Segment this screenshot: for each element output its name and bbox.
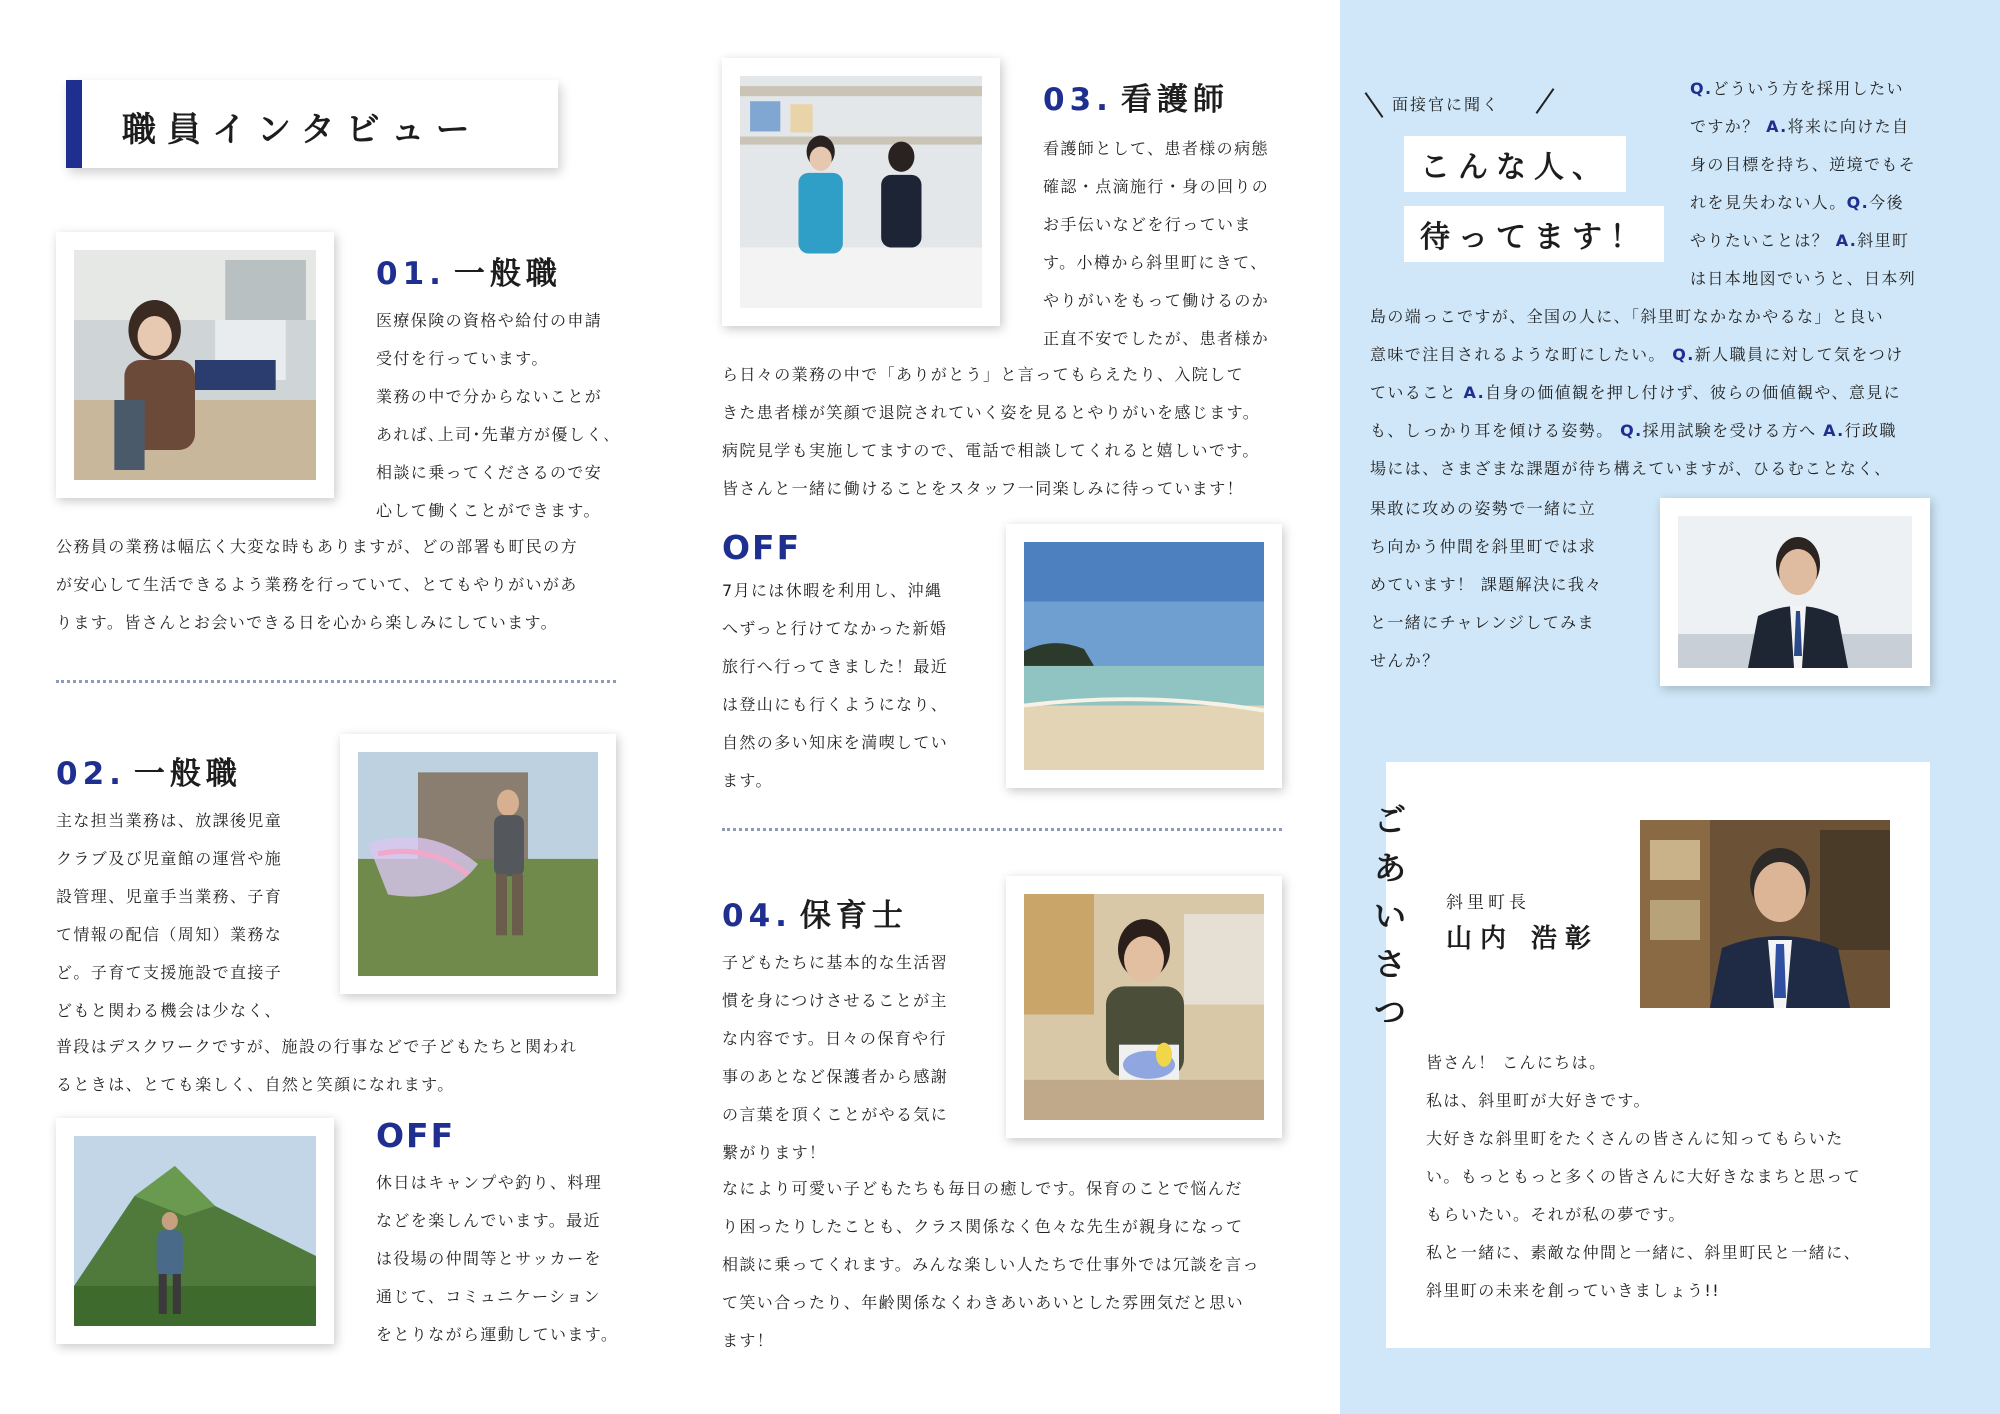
qa-text: 今後 bbox=[1869, 193, 1904, 212]
a2-marker: A. bbox=[1835, 231, 1858, 250]
qa-text: ですか？ bbox=[1690, 117, 1767, 136]
section-01-heading bbox=[376, 248, 562, 293]
qa-text: 採用試験を受ける方へ bbox=[1642, 421, 1824, 440]
interviewer-headline-2: 待ってます！ bbox=[1404, 206, 1664, 262]
interviewer-intro: 面接官に聞く bbox=[1392, 95, 1501, 114]
qa-text: 斜里町 bbox=[1857, 231, 1910, 250]
qa-text: やりたいことは？ bbox=[1690, 231, 1836, 250]
qa-text: どういう方を採用したい bbox=[1712, 79, 1904, 98]
mayor-name: 山内 浩彰 bbox=[1446, 924, 1600, 954]
photo-nurses bbox=[722, 58, 1000, 326]
a4-marker: A. bbox=[1823, 421, 1845, 440]
qa-text: も、しっかり耳を傾ける姿勢。 bbox=[1370, 421, 1621, 440]
q2-marker: Q. bbox=[1846, 193, 1870, 212]
section-03-full-text: ら日々の業務の中で「ありがとう」と言ってもらえたり、入院して きた患者様が笑顔で退院されていく姿を見るとやりがいを感じます。 病院見学も実施してますので、電話で相談してくれると嬉しいです。 皆さんと一緒に働けることをスタッフ一同楽しみに待っています！ bbox=[722, 365, 1261, 498]
qa-text: 身の目標を持ち、逆境でもそ bbox=[1690, 155, 1917, 174]
section-02-number: 02. bbox=[56, 756, 126, 792]
qa-text: 自身の価値観を押し付けず、彼らの価値観や、意見に bbox=[1485, 383, 1902, 402]
qa-text: 島の端っこですが、全国の人に、「斜里町なかなかやるな」と良い bbox=[1370, 307, 1885, 326]
qa-text: 新人職員に対して気をつけ bbox=[1694, 345, 1904, 364]
section-01-full-text: 公務員の業務は幅広く大変な時もありますが、どの部署も町民の方 が安心して生活できるよう業務を行っていて、とてもやりがいがあ ります。皆さんとお会いできる日を心から楽しみにしています。 bbox=[56, 537, 579, 632]
page-title-box bbox=[66, 80, 558, 168]
photo-office-worker bbox=[56, 232, 334, 498]
section-04-full-text: なにより可愛い子どもたちも毎日の癒しです。保育のことで悩んだ り困ったりしたことも、クラス関係なく色々な先生が親身になって 相談に乗ってくれます。みんな楽しい人たちで仕事外では冗談を言っ て笑い合ったり、年齢関係なくわきあいあいとした雰囲気だと思い ます！ bbox=[722, 1179, 1260, 1350]
section-01-number: 01. bbox=[376, 256, 446, 292]
section-03-side-text: 看護師として、患者様の病態 確認・点滴施行・身の回りの お手伝いなどを行っていま す。小樽から斜里町にきて、 やりがいをもって働けるのか 正直不安でしたが、患者様か bbox=[1043, 139, 1270, 348]
qa-text: 行政職 bbox=[1844, 421, 1897, 440]
section-03-off-label: OFF bbox=[722, 528, 802, 567]
photo-childcare bbox=[1006, 876, 1282, 1138]
qa-text: れを見失わない人。 bbox=[1690, 193, 1847, 212]
divider-middle bbox=[722, 828, 1282, 831]
q4-marker: Q. bbox=[1620, 421, 1643, 440]
interviewer-qa-wide bbox=[1370, 298, 1930, 488]
section-04-number: 04. bbox=[722, 898, 792, 934]
interviewer-headline-1: こんな人、 bbox=[1404, 136, 1626, 192]
photo-bubble-play bbox=[340, 734, 616, 994]
page-title: 職員インタビュー bbox=[122, 110, 481, 150]
photo-mountain-hiker bbox=[56, 1118, 334, 1344]
q1-marker: Q. bbox=[1690, 79, 1713, 98]
qa-text: ていること bbox=[1370, 383, 1464, 402]
section-02-off-text: 休日はキャンプや釣り、料理 などを楽しんでいます。最近 は役場の仲間等とサッカーを 通じて、コミュニケーション をとりながら運動しています。 bbox=[376, 1173, 619, 1344]
greeting-text: 皆さん！ こんにちは。 私は、斜里町が大好きです。 大好きな斜里町をたくさんの皆さんに知ってもらいた い。もっともっと多くの皆さんに大好きなまちと思って もらいたい。それが私の夢です。 私と一緒に、素敵な仲間と一緒に、斜里町民と一緒に、 斜里町の未来を創っていきましょう!! bbox=[1426, 1053, 1862, 1300]
qa-text: 場には、さまざまな課題が待ち構えていますが、ひるむことなく、 bbox=[1370, 459, 1892, 478]
a1-marker: A. bbox=[1766, 117, 1788, 136]
section-01-side-text: 医療保険の資格や給付の申請 受付を行っています。 業務の中で分からないことが あれば､上司･先輩方が優しく､ 相談に乗ってくださるので安 心して働くことができます。 bbox=[376, 311, 614, 520]
greeting-title: ごあいさつ bbox=[1373, 801, 1406, 1031]
qa-text: は日本地図でいうと、日本列 bbox=[1690, 269, 1917, 288]
interviewer-qa-top bbox=[1690, 70, 1930, 298]
photo-interviewer bbox=[1660, 498, 1930, 686]
section-03-title: 看護師 bbox=[1120, 82, 1229, 118]
q3-marker: Q. bbox=[1672, 345, 1695, 364]
section-02-off-label: OFF bbox=[376, 1116, 456, 1155]
a3-marker: A. bbox=[1463, 383, 1486, 402]
section-02-full-text: 普段はデスクワークですが、施設の行事などで子どもたちと関われ るときは、とても楽しく、自然と笑顔になれます。 bbox=[56, 1037, 578, 1094]
section-01-title: 一般職 bbox=[453, 256, 562, 292]
interviewer-tail-text: 果敢に攻めの姿勢で一緒に立 ち向かう仲間を斜里町では求 めています！ 課題解決に我々 と一緒にチャレンジしてみま せんか？ bbox=[1370, 499, 1603, 670]
section-04-side-text: 子どもたちに基本的な生活習 慣を身につけさせることが主 な内容です。日々の保育や行 事のあとなど保護者から感謝 の言葉を頂くことがやる気に 繋がります！ bbox=[722, 953, 949, 1162]
qa-text: 意味で注目されるような町にしたい。 bbox=[1370, 345, 1673, 364]
section-04-title: 保育士 bbox=[799, 898, 908, 934]
section-03-heading bbox=[1043, 74, 1229, 119]
section-03-off-text: 7月には休暇を利用し、沖縄 へずっと行けてなかった新婚 旅行へ行ってきました！最近 は登山にも行くようになり、 自然の多い知床を満喫してい ます。 bbox=[722, 581, 949, 790]
section-02-title: 一般職 bbox=[133, 756, 242, 792]
section-04-heading bbox=[722, 890, 908, 935]
section-02-heading bbox=[56, 748, 242, 793]
qa-text: 将来に向けた自 bbox=[1787, 117, 1910, 136]
section-03-number: 03. bbox=[1043, 82, 1113, 118]
photo-beach bbox=[1006, 524, 1282, 788]
divider-left bbox=[56, 680, 616, 683]
section-02-side-text: 主な担当業務は、放課後児童 クラブ及び児童館の運営や施 設管理、児童手当業務、子育 て情報の配信（周知）業務な ど。子育て支援施設で直接子 どもと関わる機会は少なく、 bbox=[56, 811, 283, 1020]
mayor-photo bbox=[1640, 820, 1890, 1008]
mayor-title: 斜里町長 bbox=[1446, 893, 1530, 913]
